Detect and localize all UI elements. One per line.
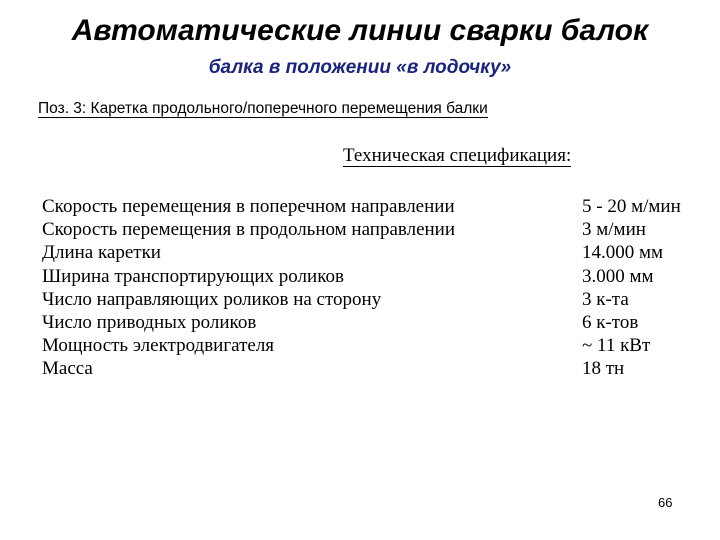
spec-label: Скорость перемещения в поперечном направлении (42, 196, 455, 217)
page-number: 66 (658, 495, 673, 510)
spec-value: 3 к-та (582, 288, 629, 310)
spec-label: Число направляющих роликов на сторону (42, 288, 382, 310)
slide-title: Автоматические линии сварки балок (71, 14, 649, 47)
spec-row (42, 265, 702, 288)
spec-label: Мощность электродвигателя (42, 335, 275, 357)
spec-label: Длина каретки (42, 242, 161, 264)
spec-label: Масса (42, 358, 93, 380)
slide-subtitle: балка в положении «в лодочку» (208, 57, 512, 78)
spec-label: Число приводных роликов (42, 311, 257, 333)
spec-row (42, 288, 702, 311)
spec-row (42, 311, 702, 334)
spec-label: Ширина транспортирующих роликов (42, 265, 344, 287)
specification-table (42, 195, 702, 381)
spec-value: ~ 11 кВт (582, 335, 651, 357)
spec-row (42, 334, 702, 357)
spec-row (42, 195, 702, 218)
spec-row (42, 357, 702, 380)
position-heading: Поз. 3: Каретка продольного/поперечного перемещения балки (38, 100, 488, 117)
spec-value: 18 тн (582, 358, 625, 380)
spec-value: 14.000 мм (582, 242, 664, 264)
spec-value: 5 - 20 м/мин (582, 196, 681, 217)
spec-value: 3 м/мин (582, 219, 646, 241)
spec-label: Скорость перемещения в продольном направлении (42, 219, 456, 241)
spec-row (42, 241, 702, 264)
spec-value: 6 к-тов (582, 311, 639, 333)
spec-row (42, 218, 702, 241)
spec-value: 3.000 мм (582, 265, 654, 287)
specification-heading: Техническая спецификация: (343, 145, 572, 166)
